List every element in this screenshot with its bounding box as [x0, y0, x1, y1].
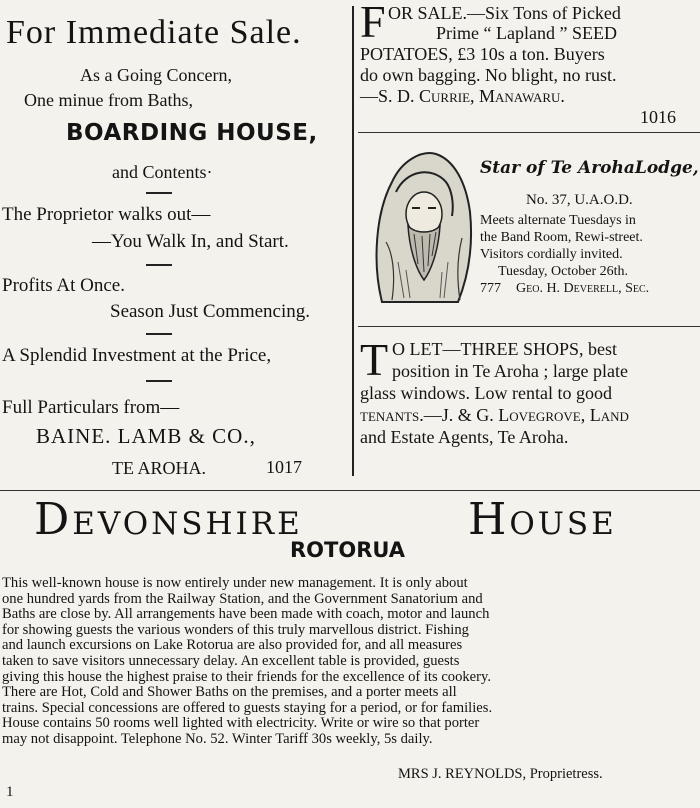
body-line: giving this house the highest praise to their friends for the excellence of its cookery.: [2, 668, 492, 685]
body-line: may not disappoint. Telephone No. 52. Winter Tariff 30s weekly, 5s daily.: [2, 730, 433, 747]
separator: [358, 326, 700, 327]
lodge-ref: 777: [480, 281, 501, 296]
body-line: for showing guests the various wonders of this truly marvellous district. Fishing: [2, 621, 469, 638]
ad-line: Full Particulars from—: [2, 397, 180, 418]
lodge-ad: [358, 136, 700, 326]
ad-line: position in Te Aroha ; large plate: [392, 361, 629, 381]
divider: [146, 192, 172, 194]
dev-body: [2, 576, 696, 748]
divider: [146, 333, 172, 335]
body-line: one hundred yards from the Railway Station, and the Government Sanatorium and: [2, 590, 483, 607]
right-column: [358, 0, 700, 488]
dev-ref: 1: [6, 784, 14, 800]
body-line: and launch excursions on Lake Rotorua are also provided for, and all measures: [2, 637, 463, 654]
ad-line: and Estate Agents, Te Aroha.: [360, 427, 569, 447]
dev-title-word: House: [468, 494, 617, 545]
ad-line: glass windows. Low rental to good: [360, 383, 612, 403]
separator: [358, 132, 700, 133]
lodge-line: Visitors cordially invited.: [480, 247, 623, 262]
ad-line: and Contents·: [112, 162, 213, 182]
hooded-figure-illustration: [362, 142, 474, 306]
ad-firm: BAINE. LAMB & CO.,: [36, 424, 256, 448]
ad-line: Profits At Once.: [2, 275, 125, 296]
dev-title-word: Devonshire: [34, 494, 303, 545]
lodge-title: Star of Te ArohaLodge,: [480, 158, 699, 178]
body-line: trains. Special concessions are offered to guests staying for a period, or for families.: [2, 699, 493, 716]
ad-line: As a Going Concern,: [80, 65, 232, 85]
lodge-number: No. 37, U.A.O.D.: [526, 192, 633, 208]
dev-signature: MRS J. REYNOLDS, Proprietress.: [398, 766, 603, 782]
ad-line: Season Just Commencing.: [110, 301, 311, 322]
ad-line: —You Walk In, and Start.: [92, 231, 289, 252]
column-rule: [352, 6, 354, 476]
ad-line: OR SALE.—Six Tons of Picked: [388, 3, 621, 23]
boarding-house-ad: [0, 0, 350, 488]
body-line: Baths are close by. All arrangements have been made with coach, motor and launch: [2, 606, 490, 623]
ad-title: For Immediate Sale.: [6, 14, 302, 51]
ad-line: The Proprietor walks out—: [2, 204, 211, 225]
ad-ref: 1016: [640, 107, 676, 127]
lodge-line: the Band Room, Rewi-street.: [480, 230, 643, 245]
body-line: House contains 50 rooms well lighted with electricity. Write or wire so that porter: [2, 715, 480, 732]
ad-heading: BOARDING HOUSE,: [66, 120, 318, 146]
divider: [146, 380, 172, 382]
ad-line: do own bagging. No blight, no rust.: [360, 65, 617, 85]
ad-line: —S. D. Currie, Manawaru.: [360, 86, 565, 106]
section-rule: [0, 490, 700, 491]
body-line: There are Hot, Cold and Shower Baths on the premises, and a porter meets all: [2, 684, 457, 701]
ad-line: A Splendid Investment at the Price,: [2, 345, 272, 366]
body-line: This well-known house is now entirely under new management. It is only about: [2, 575, 468, 591]
lodge-line: Meets alternate Tuesdays in: [480, 213, 636, 228]
ad-line: POTATOES, £3 10s a ton. Buyers: [360, 44, 605, 64]
ad-town: TE AROHA.: [112, 458, 206, 478]
lodge-date: Tuesday, October 26th.: [498, 264, 629, 279]
ad-ref: 1017: [266, 457, 302, 477]
dropcap: F: [360, 0, 386, 47]
dev-subtitle: ROTORUA: [290, 538, 406, 562]
devonshire-house-ad: [0, 492, 700, 808]
ad-line: One minue from Baths,: [24, 90, 193, 110]
lodge-secretary: Geo. H. Deverell, Sec.: [516, 281, 650, 296]
ad-line: tenants.—J. & G. Lovegrove, Land: [360, 405, 629, 425]
ad-line: O LET—THREE SHOPS, best: [392, 339, 617, 359]
divider: [146, 264, 172, 266]
ad-line: Prime “ Lapland ” SEED: [436, 23, 617, 43]
body-line: taken to save visitors unnecessary delay. An excellent table is provided, guests: [2, 652, 460, 669]
dropcap: T: [360, 334, 389, 385]
